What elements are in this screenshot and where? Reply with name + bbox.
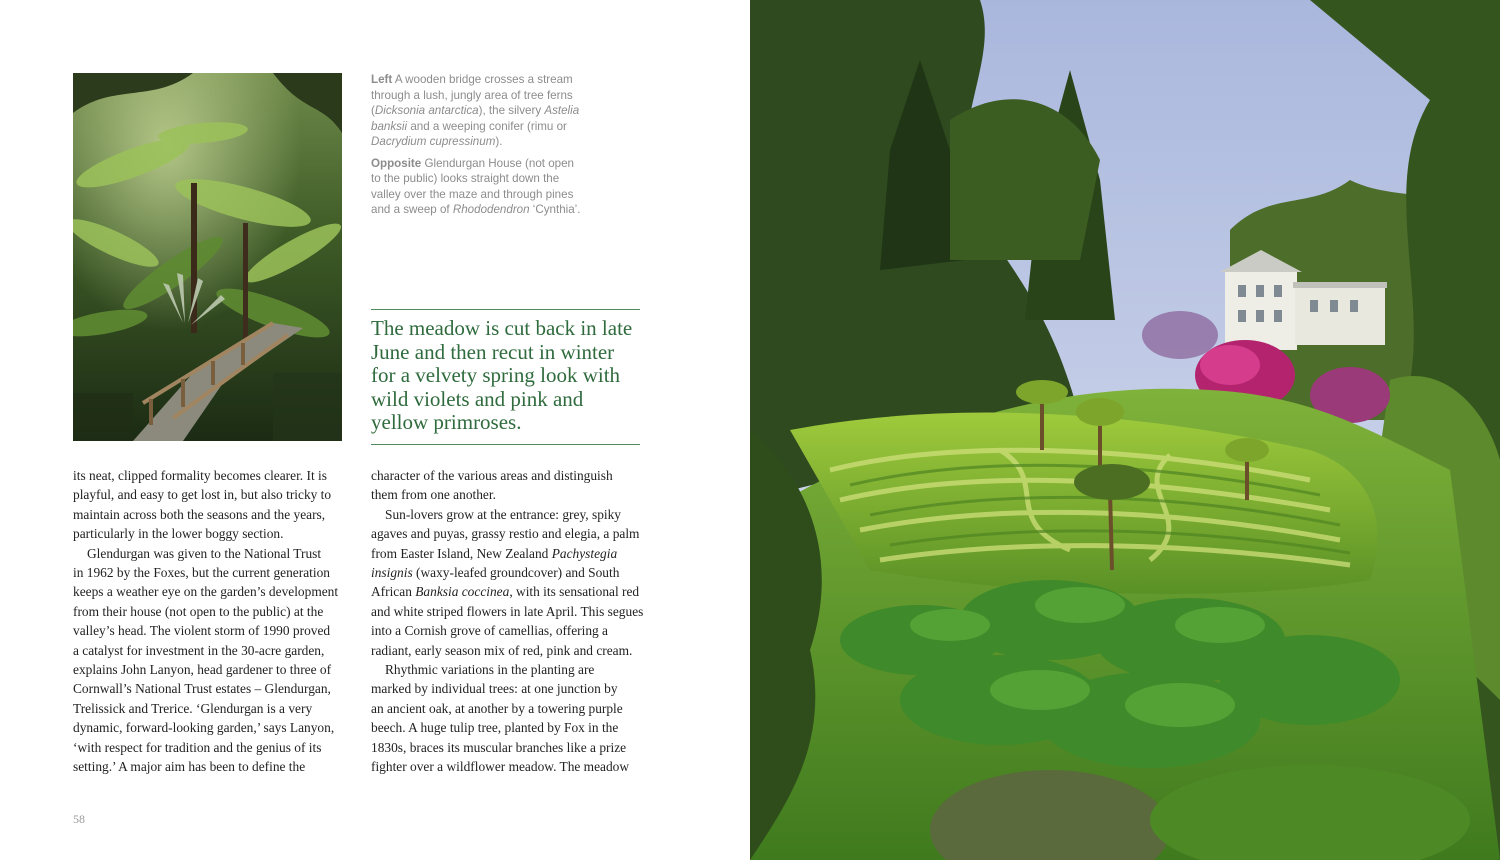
text-line: from Easter Island, New Zealand Pachystegia [371, 545, 618, 561]
text-line: explains John Lanyon, head gardener to three of [73, 662, 332, 678]
text-line: ‘with respect for tradition and the genius of its [73, 739, 322, 755]
text-line: particularly in the lower boggy section. [73, 526, 284, 542]
text-line: them from one another. [371, 487, 496, 503]
text-line: valley’s head. The violent storm of 1990 proved [73, 623, 331, 639]
caption-label: Left [371, 73, 393, 86]
text-line: Trelissick and Trerice. ‘Glendurgan is a very [73, 700, 313, 716]
text-line: setting.’ A major aim has been to define the [73, 759, 306, 775]
text-line: playful, and easy to get lost in, but also tricky to [73, 487, 332, 503]
text-line: character of the various areas and distinguish [371, 468, 613, 483]
text-line: 1830s, braces its muscular branches like a prize [371, 739, 627, 755]
text-line: its neat, clipped formality becomes clearer. It is [73, 468, 327, 483]
photo-captions [371, 72, 586, 224]
text-line: agaves and puyas, grassy restio and elegia, a palm [371, 526, 640, 542]
caption-label: Opposite [371, 156, 422, 170]
text-line: dynamic, forward-looking garden,’ says Lanyon, [73, 720, 335, 736]
text-line: Rhythmic variations in the planting are [385, 662, 595, 678]
text-line: into a Cornish grove of camellias, offering a [371, 623, 608, 639]
text-line: marked by individual trees: at one junction by [371, 681, 618, 697]
bridge-fern-photo [73, 73, 342, 441]
caption-opposite: Opposite Glendurgan House (not open to the public) looks straight down the valley over the maze and through pines and a sweep of Rhododendron ‘Cynthia’. [371, 156, 581, 216]
text-line: insignis (waxy-leafed groundcover) and South [371, 565, 620, 581]
text-line: a catalyst for investment in the 30-acre garden, [73, 642, 325, 658]
maze-valley-photo [750, 0, 1500, 860]
page-number: 58 [73, 812, 85, 826]
text-line: an ancient oak, at another by a towering purple [371, 700, 623, 716]
text-line: African Banksia coccinea, with its sensational red [371, 584, 640, 600]
text-line: fighter over a wildflower meadow. The meadow [371, 759, 630, 775]
text-line: Sun-lovers grow at the entrance: grey, spiky [385, 506, 622, 522]
text-line: from their house (not open to the public) at the [73, 603, 324, 619]
body-column-2 [371, 466, 644, 777]
body-column-1 [73, 466, 341, 777]
text-line: Glendurgan was given to the National Trust [87, 545, 322, 561]
text-line: Cornwall’s National Trust estates – Glendurgan, [73, 681, 331, 697]
text-line: maintain across both the seasons and the years, [73, 506, 326, 522]
text-line: radiant, early season mix of red, pink and cream. [371, 642, 633, 658]
caption-left: Left A wooden bridge crosses a stream through a lush, jungly area of tree ferns (Dicksonia antarctica), the silvery Astelia banksii and a weeping conifer (rimu or Dacrydium cupressinum). [371, 73, 580, 148]
text-line: beech. A huge tulip tree, planted by Fox in the [371, 720, 619, 736]
text-line: keeps a weather eye on the garden’s development [73, 584, 339, 600]
text-line: and white striped flowers in late April. This segues [371, 603, 644, 619]
pull-quote: The meadow is cut back in late June and then recut in winter for a velvety spring look with wild violets and pink and yellow primroses. [371, 309, 640, 445]
text-line: in 1962 by the Foxes, but the current generation [73, 565, 330, 581]
